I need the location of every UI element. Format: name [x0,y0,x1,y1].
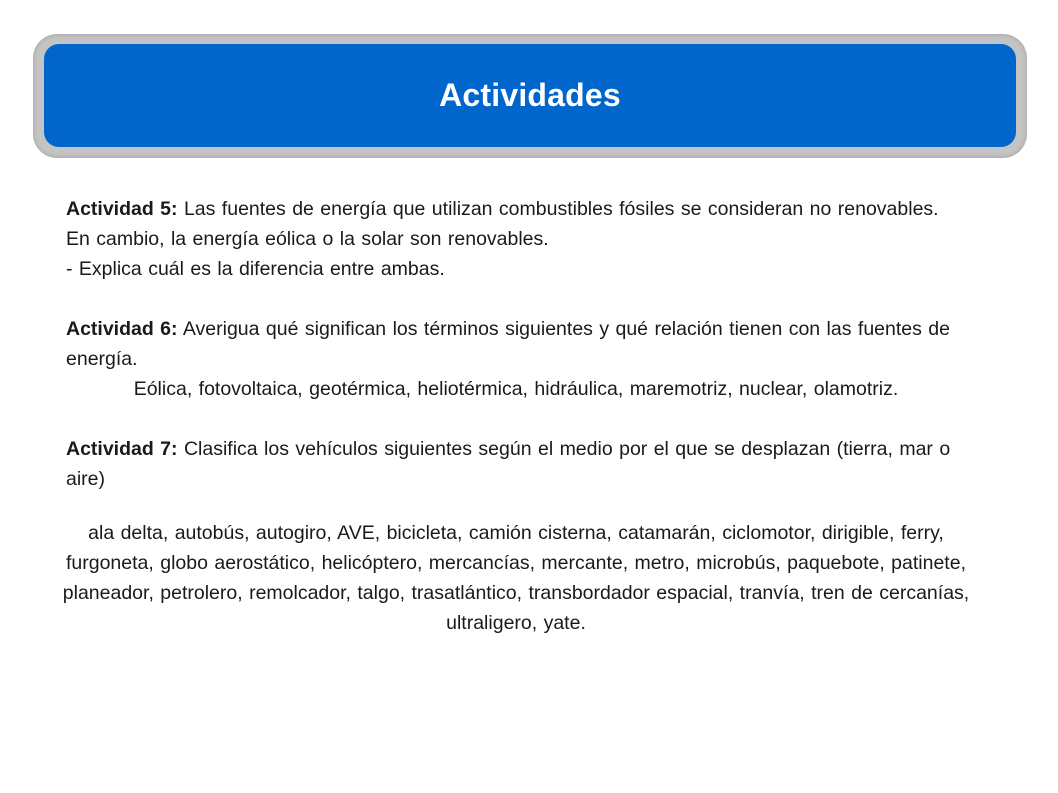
spacer [66,284,966,314]
activity-7 [66,434,966,494]
title-banner [44,44,1016,147]
activity-7-vehicle-list: ala delta, autobús, autogiro, AVE, bicicleta, camión cisterna, catamarán, ciclomotor, dirigible, ferry, furgoneta, globo aerostático, helicóptero, mercancías, mercante, metro, microbús, paquebote, patinete, planeador, petrolero, remolcador, talgo, trasatlántico, transbordador espacial, tranvía, tren de cercanías, ultraligero, yate. [62,522,970,634]
activity-6-text: Averigua qué significan los términos siguientes y qué relación tienen con las fuentes de energía. [66,318,950,370]
activity-5-question: - Explica cuál es la diferencia entre ambas. [66,258,445,280]
activity-7-text: Clasifica los vehículos siguientes según el medio por el que se desplazan (tierra, mar o aire) [66,438,951,490]
activity-5-label: Actividad 5: [66,198,178,220]
title-banner-frame [33,34,1027,158]
activities-content [62,194,970,638]
page-title: Actividades [439,77,621,113]
activity-7-label: Actividad 7: [66,438,178,460]
spacer [66,404,966,434]
activity-5-text: Las fuentes de energía que utilizan combustibles fósiles se consideran no renovables. En cambio, la energía eólica o la solar son renovables. [66,198,939,250]
spacer [66,494,966,518]
activity-5 [66,194,966,254]
activity-6-terms: Eólica, fotovoltaica, geotérmica, heliotérmica, hidráulica, maremotriz, nuclear, olamotriz. [133,378,899,400]
activity-6 [66,314,966,374]
activity-6-label: Actividad 6: [66,318,178,340]
